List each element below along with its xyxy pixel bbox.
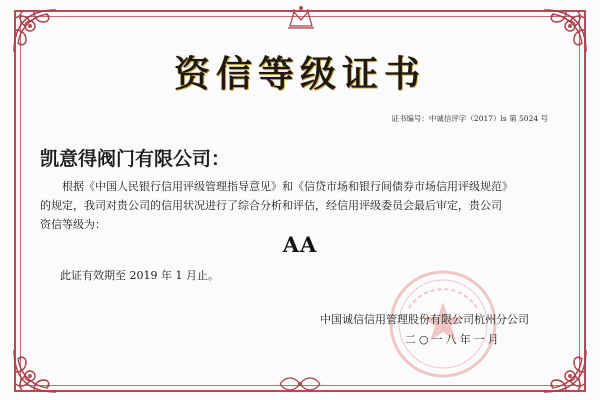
issuer-name: 中国诚信信用管理股份有限公司杭州分公司: [320, 313, 529, 326]
ornament-corner-icon: [8, 344, 62, 398]
certificate-body: [40, 177, 560, 234]
crown-emblem-icon: [286, 4, 316, 30]
ornament-scroll-icon: [276, 374, 324, 394]
company-name: 凯意得阀门有限公司：: [40, 148, 231, 170]
body-line: 的规定，我司对贵公司的信用状况进行了综合分析和评估，经信用评级委员会最后审定，贵公司: [40, 199, 502, 212]
validity-statement: 此证有效期至 2019 年 1 月止。: [60, 269, 219, 282]
ornament-corner-icon: [538, 344, 592, 398]
body-line: 根据《中国人民银行信用评级管理指导意见》和《信贷市场和银行间债券市场信用评级规范》: [62, 180, 513, 193]
issue-date: 二○一八年一月: [405, 333, 502, 346]
body-line: 资信等级为：: [40, 218, 106, 231]
certificate-title: 资信等级证书: [173, 53, 426, 95]
credit-rating: AA: [282, 232, 318, 257]
certificate-number: 证书编号：中诚信评字（2017）ls 第 5024 号: [391, 114, 548, 123]
